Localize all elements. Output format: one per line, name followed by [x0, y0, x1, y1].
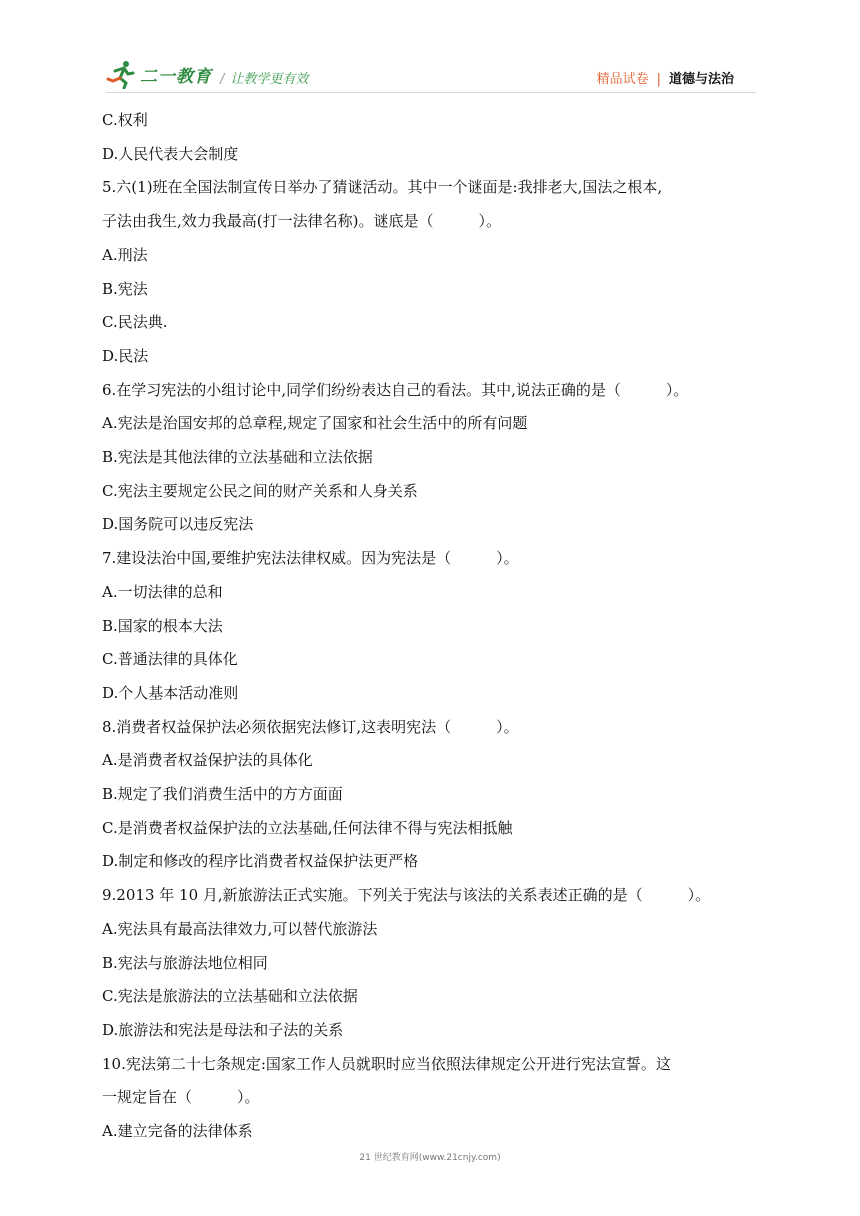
- page-footer: 21 世纪教育网(www.21cnjy.com): [359, 1153, 501, 1163]
- text-line: B.宪法: [102, 279, 148, 298]
- text-line: C.普通法律的具体化: [102, 650, 238, 669]
- text-line: B.规定了我们消费生活中的方方面面: [102, 785, 343, 804]
- text-line: A.是消费者权益保护法的具体化: [102, 751, 313, 770]
- question-line: 5.六(1)班在全国法制宣传日举办了猜谜活动。其中一个谜面是:我排老大,国法之根本,: [102, 178, 663, 197]
- question-content: [102, 104, 770, 1149]
- text-line: C.宪法是旅游法的立法基础和立法依据: [102, 987, 358, 1006]
- text-line: A.宪法具有最高法律效力,可以替代旅游法: [102, 919, 378, 938]
- header-right: [597, 68, 734, 87]
- header-rule: [106, 92, 756, 93]
- logo-text: 二一教育: [140, 66, 212, 87]
- subject-name: 道德与法治: [668, 72, 734, 87]
- text-line: 一规定旨在（ ）。: [102, 1088, 260, 1107]
- text-line: B.宪法与旅游法地位相同: [102, 953, 268, 972]
- text-line: D.民法: [102, 346, 149, 365]
- text-line: C.权利: [102, 111, 148, 129]
- slogan: [220, 68, 308, 87]
- question-line: 10.宪法第二十七条规定:国家工作人员就职时应当依照法律规定公开进行宪法宣誓。这: [102, 1054, 671, 1073]
- text-line: A.建立完备的法律体系: [102, 1122, 253, 1141]
- text-line: D.制定和修改的程序比消费者权益保护法更严格: [102, 852, 419, 871]
- question-line: 7.建设法治中国,要维护宪法法律权威。因为宪法是（ ）。: [102, 549, 519, 568]
- logo: [106, 58, 212, 90]
- text-line: A.刑法: [102, 245, 148, 264]
- vertical-divider-icon: |: [656, 72, 661, 87]
- text-line: D.旅游法和宪法是母法和子法的关系: [102, 1020, 344, 1039]
- text-line: D.人民代表大会制度: [102, 144, 239, 163]
- exam-tag: 精品试卷: [596, 72, 649, 87]
- page-header: [106, 58, 756, 98]
- text-line: D.国务院可以违反宪法: [102, 515, 254, 534]
- text-line: 子法由我生,效力我最高(打一法律名称)。谜底是（ ）。: [102, 212, 501, 231]
- text-line: C.民法典.: [102, 313, 168, 332]
- runner-logo-icon: [106, 59, 136, 89]
- text-line: C.宪法主要规定公民之间的财产关系和人身关系: [102, 481, 418, 500]
- question-line: 8.消费者权益保护法必须依据宪法修订,这表明宪法（ ）。: [102, 717, 519, 736]
- text-line: D.个人基本活动准则: [102, 683, 239, 702]
- question-line: 9.2013 年 10 月,新旅游法正式实施。下列关于宪法与该法的关系表述正确的是（ ）。: [102, 886, 711, 905]
- question-line: 6.在学习宪法的小组讨论中,同学们纷纷表达自己的看法。其中,说法正确的是（ ）。: [102, 380, 689, 399]
- text-line: C.是消费者权益保护法的立法基础,任何法律不得与宪法相抵触: [102, 818, 513, 837]
- text-line: A.宪法是治国安邦的总章程,规定了国家和社会生活中的所有问题: [102, 414, 528, 433]
- text-line: A.一切法律的总和: [102, 582, 223, 601]
- text-line: B.宪法是其他法律的立法基础和立法依据: [102, 448, 373, 467]
- text-line: B.国家的根本大法: [102, 616, 223, 635]
- slash-divider-icon: /: [220, 72, 225, 87]
- slogan-text: 让教学更有效: [230, 72, 309, 87]
